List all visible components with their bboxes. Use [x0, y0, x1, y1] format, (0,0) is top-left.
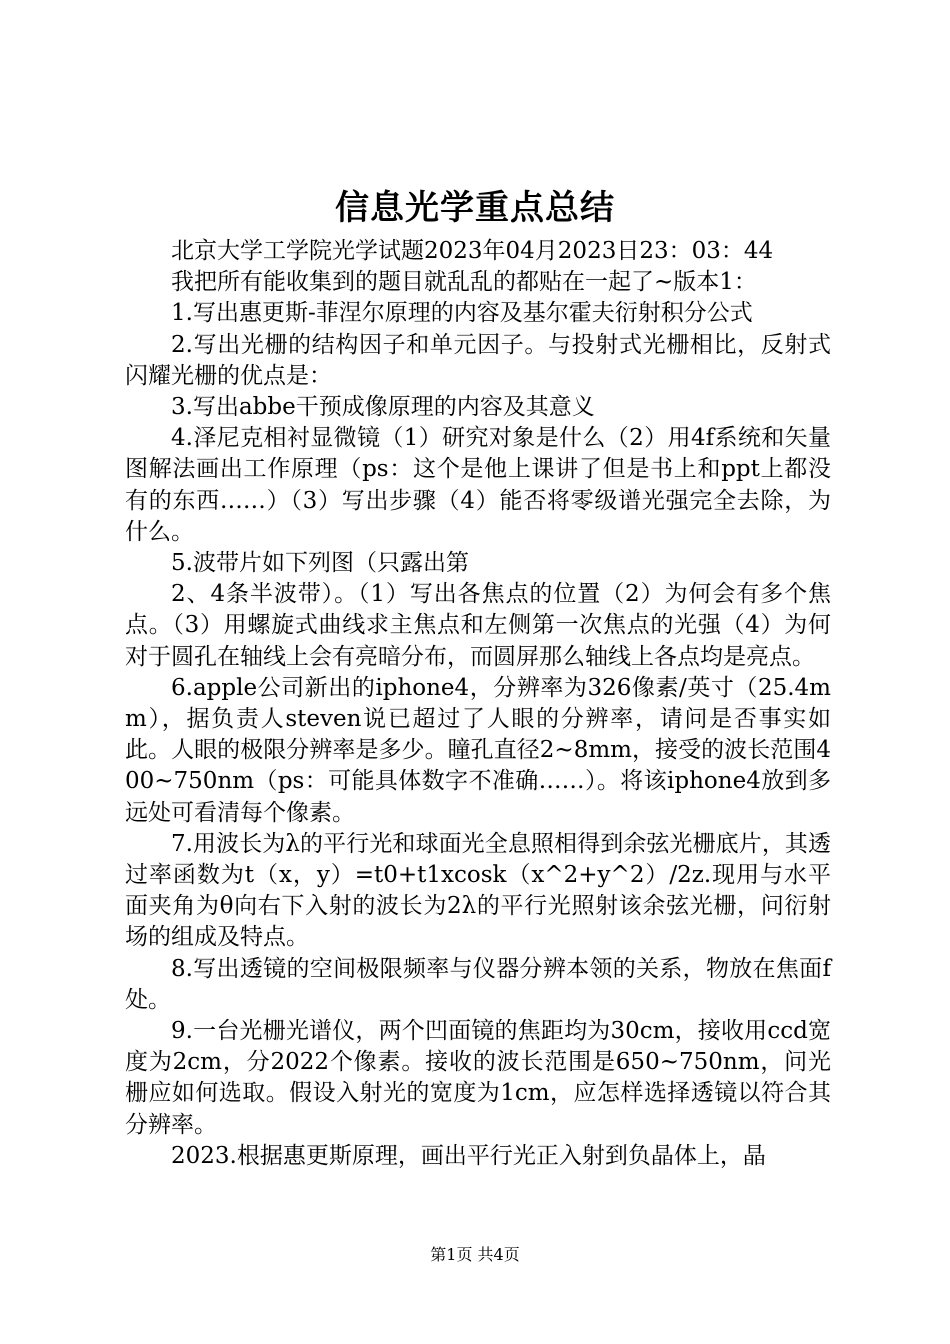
- document-title: 信息光学重点总结: [335, 188, 615, 228]
- paragraph-question-3: 3.写出abbe干预成像原理的内容及其意义: [171, 394, 595, 421]
- paragraph-question-5-continued: 2、4条半波带）。（1）写出各焦点的位置（2）为何会有多个焦点。（3）用螺旋式曲线求主焦点和左侧第一次焦点的光强（4）为何对于圆孔在轴线上会有亮暗分布，而圆屏那么轴线上各点均是亮点。: [125, 581, 831, 670]
- paragraph-question-10: 2023.根据惠更斯原理，画出平行光正入射到负晶体上，晶: [171, 1142, 766, 1169]
- paragraph-question-7: 7.用波长为λ的平行光和球面光全息照相得到余弦光栅底片，其透过率函数为t（x，y）=t0+t1xcosk（x^2+y^2）/2z.现用与水平面夹角为θ向右下入射的波长为2λ的平行光照射该余弦光栅，问衍射场的组成及特点。: [125, 830, 831, 951]
- paragraph-question-2: 2.写出光栅的结构因子和单元因子。与投射式光栅相比，反射式闪耀光栅的优点是：: [125, 331, 831, 389]
- paragraph-question-4: 4.泽尼克相衬显微镜（1）研究对象是什么（2）用4f系统和矢量图解法画出工作原理（ps：这个是他上课讲了但是书上和ppt上都没有的东西……）（3）写出步骤（4）能否将零级谱光强完全去除，为什么。: [125, 425, 831, 545]
- paragraph-header-line: 北京大学工学院光学试题2023年04月2023日23：03：44: [171, 238, 774, 264]
- paragraph-intro: 我把所有能收集到的题目就乱乱的都贴在一起了~版本1：: [171, 269, 757, 296]
- paragraph-question-5: 5.波带片如下列图（只露出第: [171, 550, 469, 577]
- paragraph-question-9: 9.一台光栅光谱仪，两个凹面镜的焦距均为30cm，接收用ccd宽度为2cm，分2022个像素。接收的波长范围是650~750nm，问光栅应如何选取。假设入射光的宽度为1cm，应怎样选择透镜以符合其分辨率。: [125, 1018, 831, 1138]
- paragraph-question-6: 6.apple公司新出的iphone4，分辨率为326像素/英寸（25.4mm），据负责人steven说已超过了人眼的分辨率，请问是否事实如此。人眼的极限分辨率是多少。瞳孔直径2~8mm，接受的波长范围400~750nm（ps：可能具体数字不准确……）。将该iphone4放到多远处可看清每个像素。: [125, 674, 831, 826]
- page-footer: 第1页 共4页: [430, 1245, 520, 1264]
- document-body: [125, 236, 831, 1172]
- paragraph-question-1: 1.写出惠更斯-菲涅尔原理的内容及基尔霍夫衍射积分公式: [171, 300, 753, 327]
- paragraph-question-8: 8.写出透镜的空间极限频率与仪器分辨本领的关系，物放在焦面f处。: [125, 955, 831, 1013]
